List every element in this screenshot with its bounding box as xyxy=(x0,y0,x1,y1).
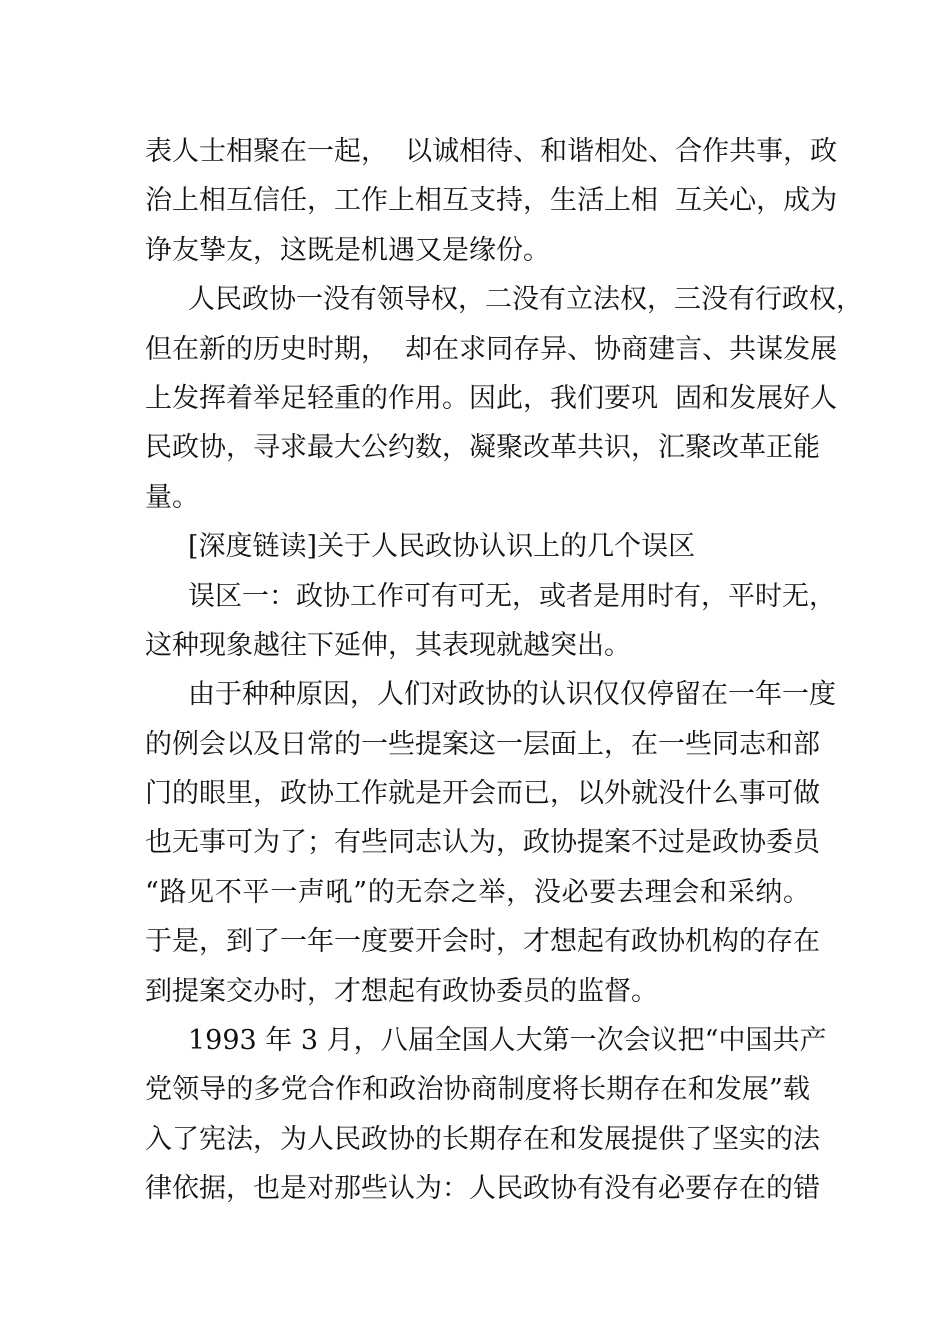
text-line: 这种现象越往下延伸，其表现就越突出。 xyxy=(145,629,631,661)
text-line: 但在新的历史时期， 却在求同存异、协商建言、共谋发展 xyxy=(145,333,838,365)
text-line: 人民政协一没有领导权，二没有立法权，三没有行政权， xyxy=(188,284,863,316)
text-line: 于是，到了一年一度要开会时，才想起有政协机构的存在 xyxy=(145,926,820,958)
text-line: 由于种种原因，人们对政协的认识仅仅停留在一年一度 xyxy=(188,679,836,711)
text-line: 1993 年 3 月，八届全国人大第一次会议把“中国共产 xyxy=(188,1025,827,1057)
text-line: 民政协，寻求最大公约数，凝聚改革共识，汇聚改革正能 xyxy=(145,432,820,464)
text-line: 诤友挚友，这既是机遇又是缘份。 xyxy=(145,234,550,266)
text-line: 上发挥着举足轻重的作用。因此，我们要巩 固和发展好人 xyxy=(145,382,838,414)
text-line: 量。 xyxy=(145,481,199,513)
text-line: 表人士相聚在一起， 以诚相待、和谐相处、合作共事，政 xyxy=(145,136,838,167)
text-line: 也无事可为了；有些同志认为，政协提案不过是政协委员 xyxy=(145,827,820,859)
text-line: 律依据，也是对那些认为：人民政协有没有必要存在的错 xyxy=(145,1173,820,1205)
text-line: 门的眼里，政协工作就是开会而已，以外就没什么事可做 xyxy=(145,778,820,810)
text-line: “路见不平一声吼”的无奈之举，没必要去理会和采纳。 xyxy=(145,876,810,908)
text-line: [深度链读]关于人民政协认识上的几个误区 xyxy=(188,531,696,563)
text-line: 入了宪法，为人民政协的长期存在和发展提供了坚实的法 xyxy=(145,1123,820,1155)
body-text xyxy=(145,127,863,1214)
text-line: 治上相互信任，工作上相互支持，生活上相 互关心，成为 xyxy=(145,185,838,217)
text-line: 到提案交办时，才想起有政协委员的监督。 xyxy=(145,975,658,1007)
text-line: 误区一：政协工作可有可无，或者是用时有，平时无， xyxy=(188,580,836,612)
text-line: 党领导的多党合作和政治协商制度将长期存在和发展”载 xyxy=(145,1074,810,1106)
text-line: 的例会以及日常的一些提案这一层面上，在一些同志和部 xyxy=(145,728,820,760)
